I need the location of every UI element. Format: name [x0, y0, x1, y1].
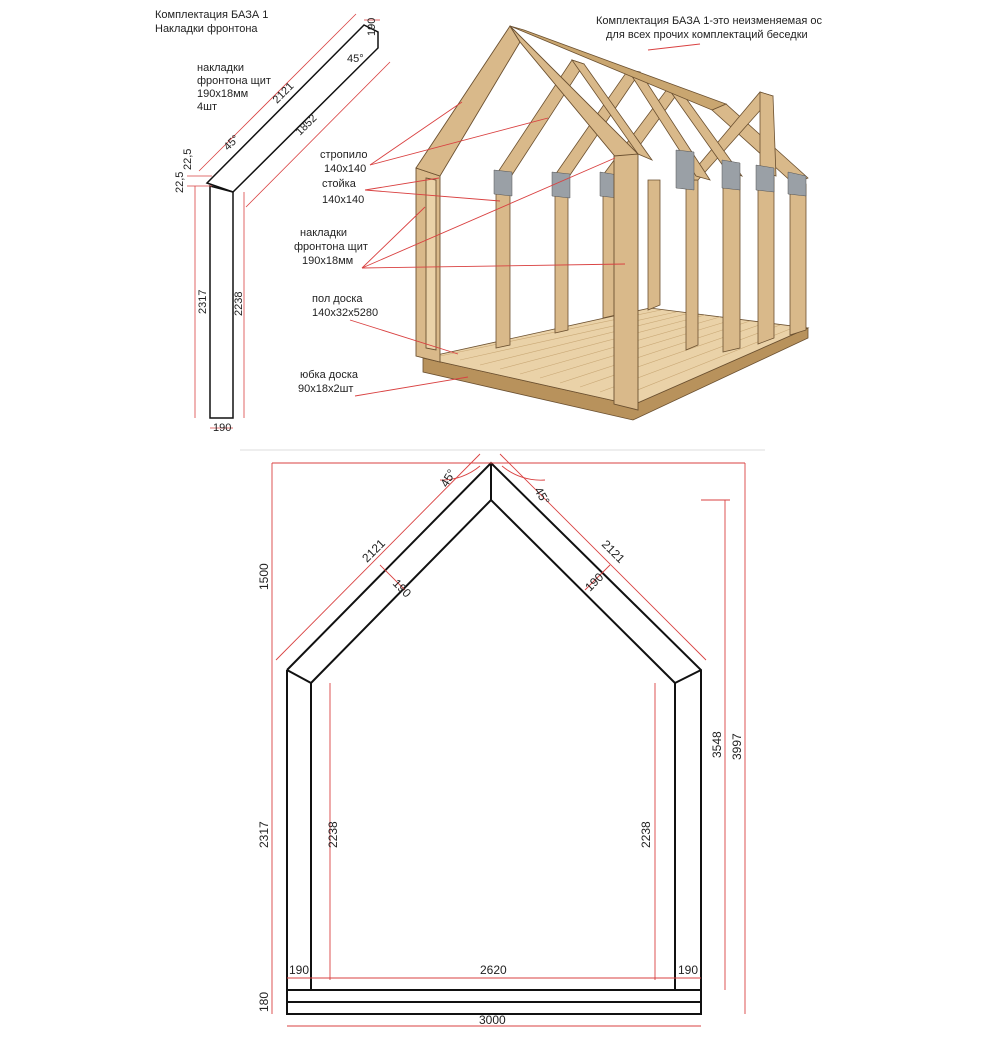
header-right-line1: Комплектация БАЗА 1-это неизменяемая ос	[596, 15, 822, 27]
part-joint-angle: 45°	[221, 132, 242, 154]
part-inner-diag: 1852	[293, 112, 320, 139]
part-inner-height: 2238	[233, 291, 245, 316]
dim-diag-left: 2121	[359, 536, 389, 566]
part-top-angle: 45°	[347, 53, 364, 65]
callout-rafter-line2: 140x140	[324, 163, 367, 175]
dim-base-height: 180	[257, 991, 271, 1012]
front-elevation	[287, 463, 701, 1014]
dim-bottom-right: 190	[678, 963, 699, 977]
header-right-pointer	[648, 44, 700, 50]
part-label-line2: фронтона щит	[197, 75, 271, 87]
dim-inner-left-height: 2238	[326, 821, 340, 848]
callout-skirt-line2: 90x18x2шт	[298, 383, 354, 395]
callout-skirt-line1: юбка доска	[300, 369, 358, 381]
header-left-line2: Накладки фронтона	[155, 23, 258, 35]
dim-bottom-center: 2620	[480, 963, 507, 977]
dim-band-right: 190	[582, 570, 607, 595]
callout-rafter-line1: стропило	[320, 149, 368, 161]
dim-bottom-left: 190	[289, 963, 310, 977]
dim-total-height: 3997	[730, 733, 744, 760]
header-right-line2: для всех прочих комплектаций беседки	[606, 29, 808, 41]
dim-roof-height: 1500	[257, 563, 271, 590]
part-label-line4: 4шт	[197, 101, 217, 113]
dim-total-width: 3000	[479, 1013, 506, 1027]
callout-floor-line2: 140x32x5280	[312, 307, 379, 319]
dim-outer-left-height: 2317	[257, 821, 271, 848]
part-offset-b: 22,5	[174, 171, 186, 193]
dim-diag-right: 2121	[598, 537, 628, 567]
part-bottom-width: 190	[213, 422, 232, 434]
part-offset-a: 22,5	[182, 148, 194, 170]
callout-floor-line1: пол доска	[312, 293, 363, 305]
dim-angle-right: 45°	[531, 484, 553, 508]
callout-overlay-line1: накладки	[300, 227, 348, 239]
dim-band-left: 190	[389, 576, 414, 601]
dim-inner-right-height: 2238	[639, 821, 653, 848]
header-left-line1: Комплектация БАЗА 1	[155, 9, 269, 21]
callout-overlay-line3: 190x18мм	[302, 255, 354, 267]
callout-post-line1: стойка	[322, 178, 356, 190]
elevation-outer-outline	[287, 463, 701, 990]
vertical-overlay-piece	[210, 186, 233, 418]
frame-3d-illustration	[416, 26, 808, 420]
part-label-line3: 190x18мм	[197, 88, 249, 100]
dim-angle-left: 45°	[437, 466, 459, 490]
part-outer-height: 2317	[197, 289, 209, 314]
callout-post-line2: 140x140	[322, 194, 365, 206]
callout-overlay-line2: фронтона щит	[294, 241, 368, 253]
dim-post-height: 3548	[710, 731, 724, 758]
part-label-line1: накладки	[197, 62, 245, 74]
part-outer-diag: 2121	[270, 80, 297, 107]
part-top-width: 190	[366, 17, 378, 36]
